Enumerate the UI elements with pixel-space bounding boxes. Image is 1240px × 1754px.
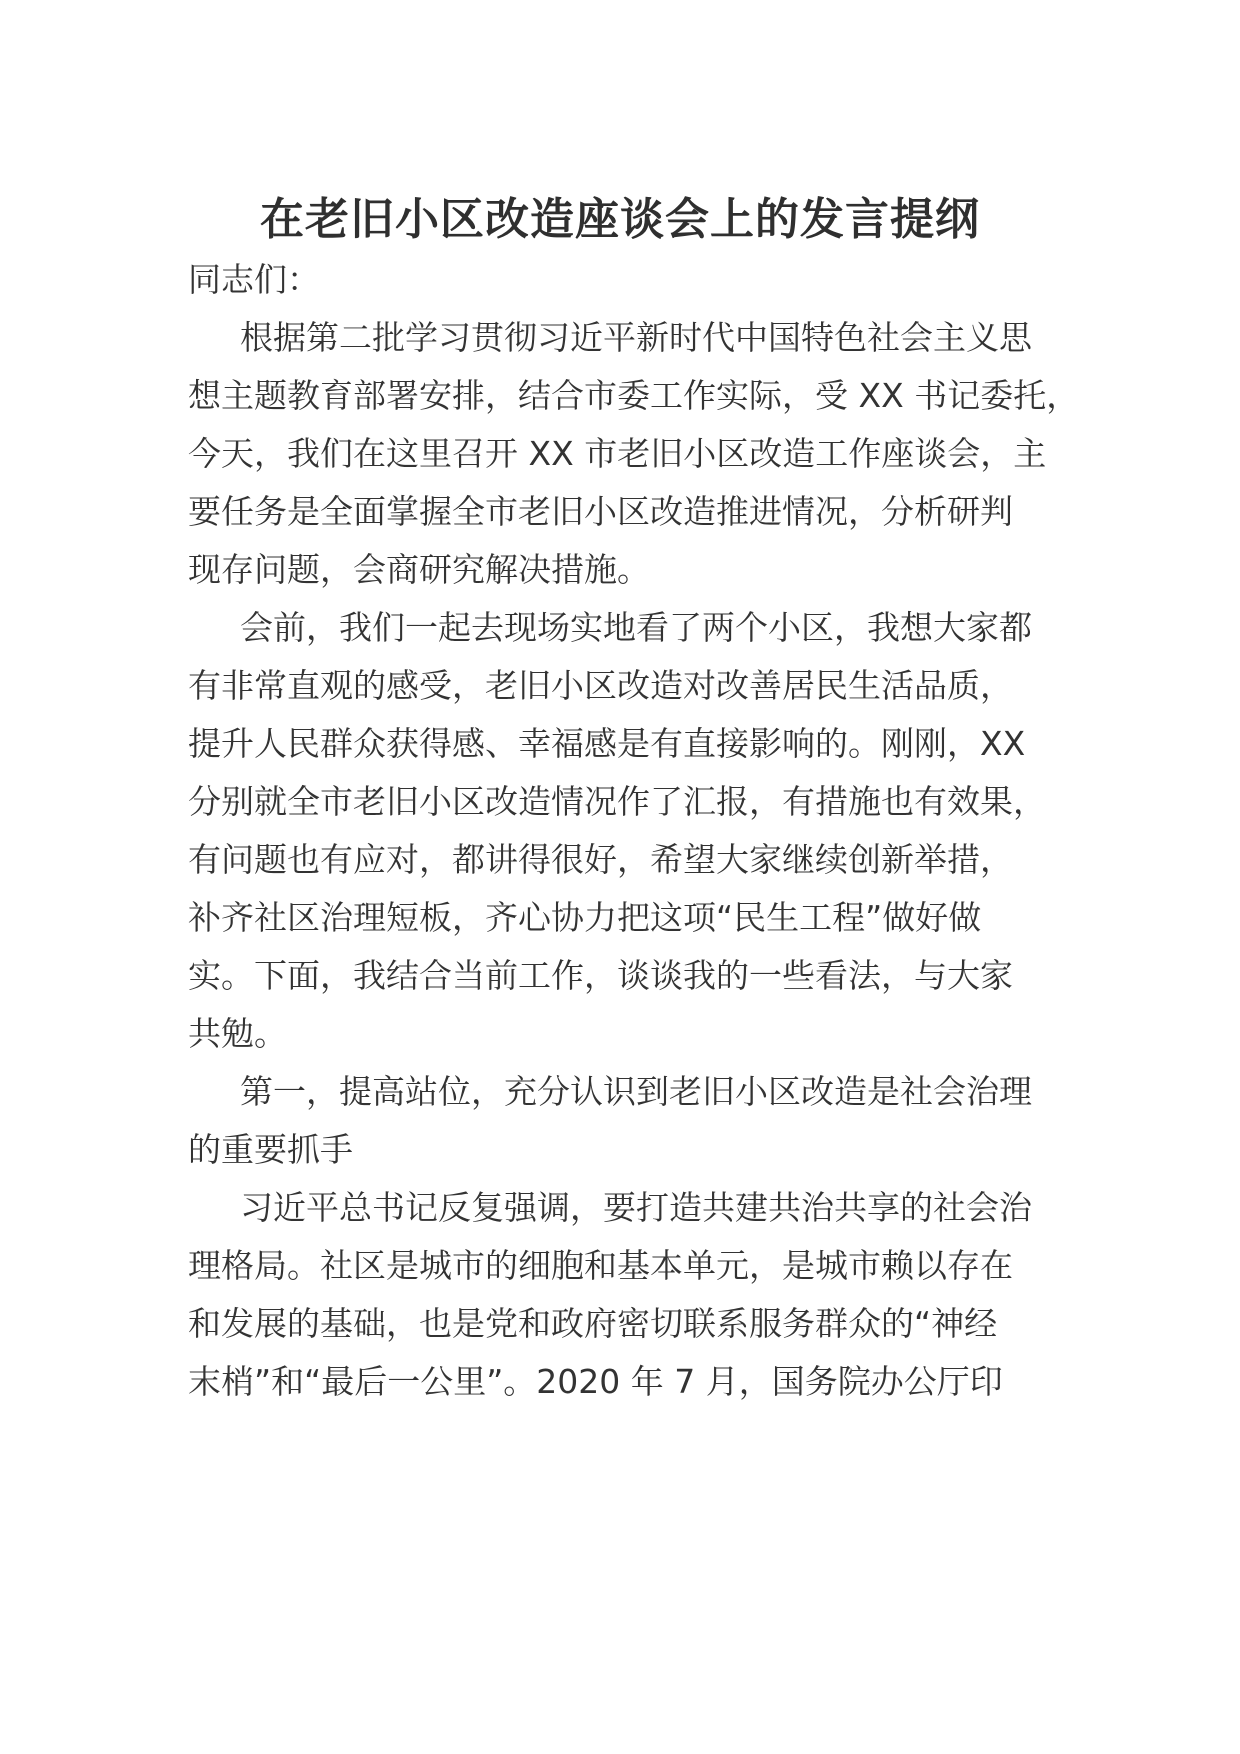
text-line: 分别就全市老旧小区改造情况作了汇报，有措施也有效果， <box>188 782 1046 821</box>
text-line: 共勉。 <box>188 1014 287 1053</box>
text-line: 有非常直观的感受，老旧小区改造对改善居民生活品质， <box>188 666 1013 705</box>
text-line: 现存问题，会商研究解决措施。 <box>188 550 650 589</box>
text-line: 根据第二批学习贯彻习近平新时代中国特色社会主义思 <box>240 318 1032 357</box>
text-line: 和发展的基础，也是党和政府密切联系服务群众的“神经 <box>188 1304 998 1343</box>
text-line: 今天，我们在这里召开 XX 市老旧小区改造工作座谈会，主 <box>188 434 1047 473</box>
section-heading-line: 第一，提高站位，充分认识到老旧小区改造是社会治理 <box>240 1072 1032 1111</box>
text-line: 实。下面，我结合当前工作，谈谈我的一些看法，与大家 <box>188 956 1013 995</box>
text-line: 要任务是全面掌握全市老旧小区改造推进情况，分析研判 <box>188 492 1013 531</box>
text-line: 同志们： <box>188 260 320 299</box>
section-heading-line: 的重要抓手 <box>188 1130 353 1169</box>
text-line: 习近平总书记反复强调，要打造共建共治共享的社会治 <box>240 1188 1032 1227</box>
text-line: 会前，我们一起去现场实地看了两个小区，我想大家都 <box>240 608 1032 647</box>
text-line: 补齐社区治理短板，齐心协力把这项“民生工程”做好做 <box>188 898 982 937</box>
text-line: 末梢”和“最后一公里”。2020 年 7 月，国务院办公厅印 <box>188 1362 1003 1401</box>
document-title: 在老旧小区改造座谈会上的发言提纲 <box>260 194 980 245</box>
text-line: 有问题也有应对，都讲得很好，希望大家继续创新举措， <box>188 840 1013 879</box>
text-line: 理格局。社区是城市的细胞和基本单元，是城市赖以存在 <box>188 1246 1013 1285</box>
text-line: 提升人民群众获得感、幸福感是有直接影响的。刚刚，XX <box>188 724 1026 763</box>
text-line: 想主题教育部署安排，结合市委工作实际，受 XX 书记委托， <box>188 376 1080 415</box>
